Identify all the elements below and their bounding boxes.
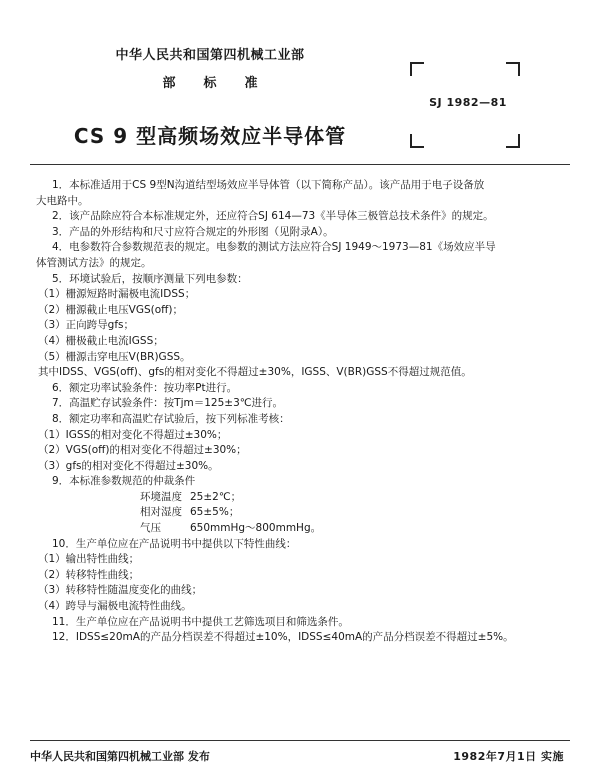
clause-10-item-1: （1）输出特性曲线； <box>38 553 140 566</box>
body-text <box>36 178 556 646</box>
clause-5-item-4: （4）栅极截止电流IGSS； <box>38 334 164 347</box>
clause-8: 8．额定功率和高温贮存试验后，按下列标准考核： <box>52 412 290 425</box>
clause-2: 2．该产品除应符合本标准规定外，还应符合SJ 614—73《半导体三极管总技术条件》的规定。 <box>52 210 494 223</box>
clause-5-item-1: （1）栅源短路时漏极电流IDSS； <box>38 288 196 301</box>
clause-5: 5．环境试验后，按顺序测量下列电参数： <box>52 272 248 285</box>
clause-1: 1．本标准适用于CS 9型N沟道结型场效应半导体管（以下简称产品）。该产品用于电子设备放 <box>52 179 485 191</box>
condition-temperature: 环境温度 25±2℃； <box>140 490 242 503</box>
clause-5-item-3: （3）正向跨导gfs； <box>38 319 135 332</box>
standard-word-3: 准 <box>244 76 258 91</box>
clause-3: 3．产品的外形结构和尺寸应符合规定的外形图（见附录A）。 <box>52 225 334 238</box>
clause-8-item-1: （1）IGSS的相对变化不得超过±30%； <box>38 428 228 441</box>
document-title: CS 9 型高频场效应半导体管 <box>73 124 347 148</box>
top-rule <box>30 164 570 165</box>
clause-12: 12．IDSS≤20mA的产品分档误差不得超过±10%，IDSS≤40mA的产品分档误差不得超过±5%。 <box>52 631 514 644</box>
clause-5-note: 其中IDSS、VGS(off)、gfs的相对变化不得超过±30%，IGSS、V(BR)GSS不得超过规范值。 <box>38 366 472 379</box>
clause-11: 11．生产单位应在产品说明书中提供工艺筛选项目和筛选条件。 <box>52 615 349 628</box>
standard-code: SJ 1982—81 <box>429 96 507 109</box>
standard-word-1: 部 <box>162 76 176 91</box>
standard-label <box>0 72 420 91</box>
footer-date: 1982年7月1日 实施 <box>453 750 564 763</box>
footer-publisher: 中华人民共和国第四机械工业部 发布 <box>30 750 210 763</box>
condition-pressure: 气压 650mmHg～800mmHg。 <box>140 522 322 535</box>
clause-7: 7．高温贮存试验条件：按Tjm＝125±3℃进行。 <box>52 397 284 410</box>
clause-4: 4．电参数符合参数规范表的规定。电参数的测试方法应符合SJ 1949～1973—81《场效应半导 <box>52 241 496 254</box>
clause-8-item-2: （2）VGS(off)的相对变化不得超过±30%； <box>38 444 247 457</box>
clause-5-item-5: （5）栅源击穿电压V(BR)GSS。 <box>38 350 191 363</box>
ministry-header: 中华人民共和国第四机械工业部 <box>115 48 305 63</box>
clause-10-item-2: （2）转移特性曲线； <box>38 568 140 581</box>
clause-4-cont: 体管测试方法》的规定。 <box>36 256 152 269</box>
clause-5-item-2: （2）栅源截止电压VGS(off)； <box>38 303 184 316</box>
bottom-rule <box>30 740 570 741</box>
clause-6: 6．额定功率试验条件：按功率Pt进行。 <box>52 381 238 394</box>
clause-10: 10．生产单位应在产品说明书中提供以下特性曲线： <box>52 537 297 550</box>
clause-8-item-3: （3）gfs的相对变化不得超过±30%。 <box>38 459 219 472</box>
clause-1-cont: 大电路中。 <box>36 194 89 207</box>
clause-10-item-4: （4）跨导与漏极电流特性曲线。 <box>38 600 192 613</box>
clause-10-item-3: （3）转移特性随温度变化的曲线； <box>38 584 203 597</box>
condition-humidity: 相对湿度 65±5%； <box>140 506 240 519</box>
clause-9: 9．本标准参数规范的仲裁条件 <box>52 475 196 488</box>
standard-word-2: 标 <box>203 76 217 91</box>
